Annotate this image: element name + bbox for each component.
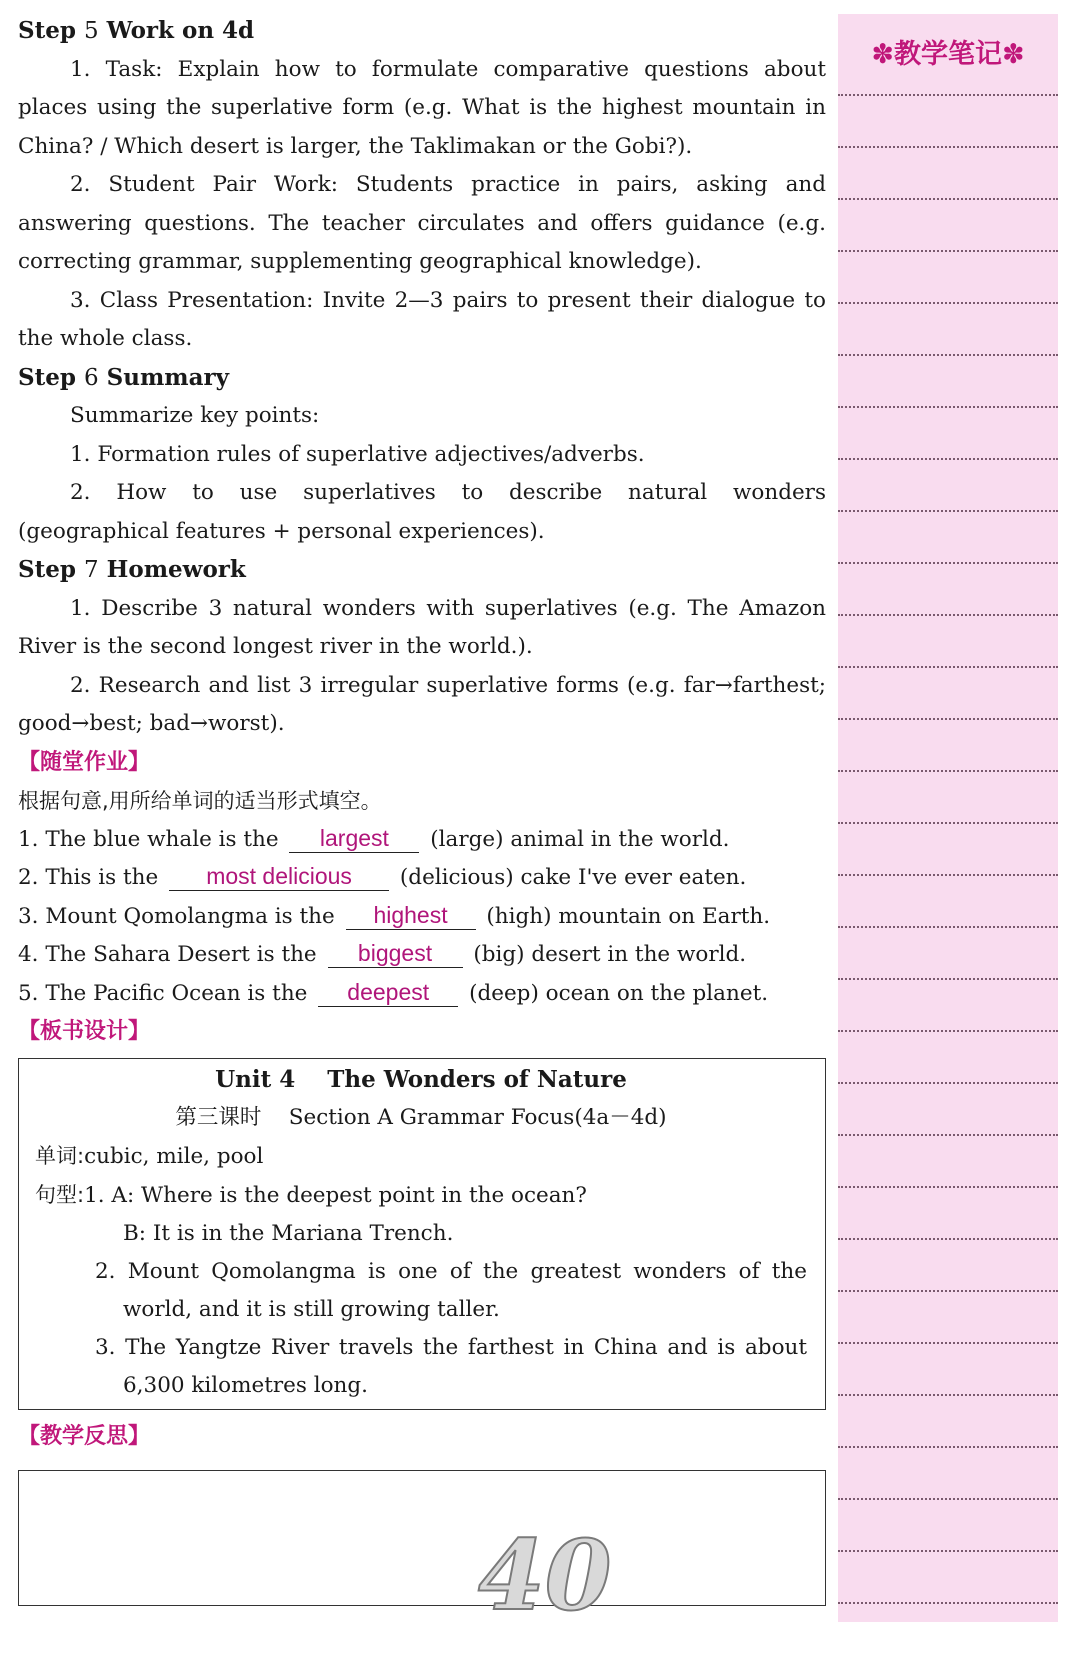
note-line [838,250,1058,252]
note-line [838,1446,1058,1448]
note-line [838,1238,1058,1240]
board-design-box [18,1058,826,1410]
step7-homework-2: 2. Research and list 3 irregular superlative forms (e.g. far→farthest; good→best; bad→worst). [18,672,826,736]
step7-homework-1: 1. Describe 3 natural wonders with superlatives (e.g. The Amazon River is the second longest river in the world.). [18,595,826,659]
board-vocabulary: 单词:cubic, mile, pool [35,1143,264,1169]
answer-blank: biggest [328,939,463,968]
notes-sidebar [838,14,1058,1622]
board-sentence-2: 2. Mount Qomolangma is one of the greatest wonders of the world, and it is still growing taller. [95,1258,807,1322]
step7-heading: Step 7 Homework [18,556,246,583]
note-line [838,770,1058,772]
note-line [838,406,1058,408]
answer-blank: most delicious [169,862,389,891]
note-line [838,146,1058,148]
board-sentence-1a: 句型:1. A: Where is the deepest point in the ocean? [35,1182,587,1208]
board-title: Unit 4 The Wonders of Nature [215,1065,627,1093]
note-line [838,614,1058,616]
board-subtitle: 第三课时 Section A Grammar Focus(4a－4d) [175,1104,667,1130]
step5-task: 1. Task: Explain how to formulate comparative questions about places using the superlative form (e.g. What is the highest mountain in China? / Which desert is larger, the Taklimakan or the Gobi?). [18,56,826,159]
reflection-heading: 【教学反思】 [18,1423,151,1449]
note-line [838,1602,1058,1604]
note-line [838,926,1058,928]
answer-blank: largest [289,824,419,853]
note-line [838,1290,1058,1292]
note-line [838,978,1058,980]
notes-heading: ✽教学笔记✽ [871,39,1025,70]
step5-pair-work: 2. Student Pair Work: Students practice in pairs, asking and answering questions. The teacher circulates and offers guidance (e.g. correcting grammar, supplementing geographical knowledge). [18,172,826,274]
board-sentence-1b: B: It is in the Mariana Trench. [123,1220,454,1246]
board-sentence-3: 3. The Yangtze River travels the farthest in China and is about 6,300 kilometres long. [95,1334,807,1398]
exercise-item: 5. The Pacific Ocean is the deepest (deep) ocean on the planet. [18,978,769,1006]
note-line [838,458,1058,460]
exercise-item: 2. This is the most delicious (delicious) cake I've ever eaten. [18,863,747,890]
note-line [838,510,1058,512]
note-line [838,1498,1058,1500]
exercise-heading: 【随堂作业】 [18,749,151,775]
exercise-item: 4. The Sahara Desert is the biggest (big) desert in the world. [18,940,747,967]
exercise-item: 3. Mount Qomolangma is the highest (high) mountain on Earth. [18,901,771,929]
board-heading: 【板书设计】 [18,1019,151,1044]
note-line [838,1550,1058,1552]
note-line [838,1394,1058,1396]
answer-blank: deepest [318,978,458,1007]
note-line [838,718,1058,720]
step6-heading: Step 6 Summary [18,363,230,391]
note-line [838,1186,1058,1188]
note-line [838,354,1058,356]
note-line [838,1082,1058,1084]
note-line [838,822,1058,824]
reflection-box [18,1470,826,1606]
note-line [838,562,1058,564]
step6-point-1: 1. Formation rules of superlative adjectives/adverbs. [70,441,645,467]
note-line [838,198,1058,200]
step5-heading: Step 5 Work on 4d [18,17,255,44]
answer-blank: highest [346,901,476,930]
step6-point-2: 2. How to use superlatives to describe natural wonders (geographical features + personal experiences). [18,480,826,544]
note-line [838,874,1058,876]
exercise-item: 1. The blue whale is the largest (large) animal in the world. [18,824,730,852]
note-line [838,1342,1058,1344]
exercise-instruction: 根据句意,用所给单词的适当形式填空。 [18,789,382,813]
lesson-content [18,12,826,1606]
step5-presentation: 3. Class Presentation: Invite 2—3 pairs to present their dialogue to the whole class. [18,287,826,351]
note-line [838,1134,1058,1136]
note-line [838,94,1058,96]
note-line [838,302,1058,304]
note-line [838,1030,1058,1032]
page-number: 40 [478,1519,612,1632]
step6-intro: Summarize key points: [70,403,320,428]
note-line [838,666,1058,668]
